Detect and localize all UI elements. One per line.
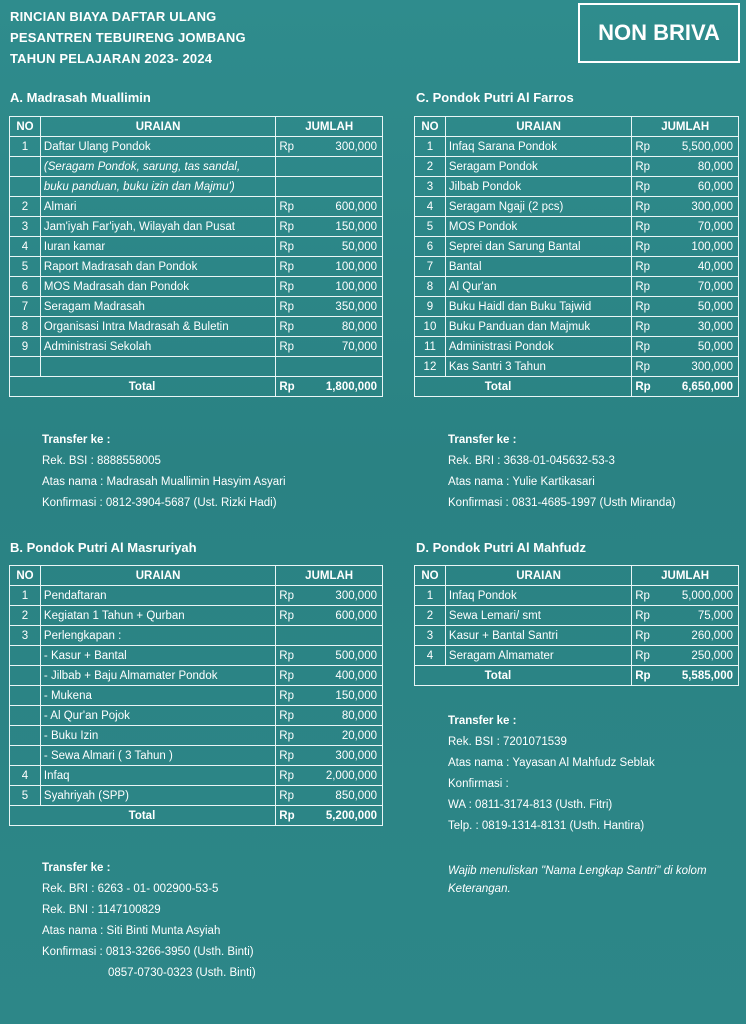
non-briva-badge: NON BRIVA xyxy=(578,3,740,63)
bni-account: Rek. BNI : 1147100829 xyxy=(42,904,161,916)
row-number: 4 xyxy=(415,197,446,217)
row-number: 7 xyxy=(415,257,446,277)
row-number: 4 xyxy=(10,237,41,257)
confirmation-label: Konfirmasi : xyxy=(448,778,509,790)
row-description: (Seragam Pondok, sarung, tas sandal, xyxy=(40,157,275,177)
table-row xyxy=(10,157,383,177)
row-number: 2 xyxy=(415,606,446,626)
row-amount: 30,000 xyxy=(668,317,739,337)
row-description xyxy=(40,357,275,377)
row-description: MOS Pondok xyxy=(445,217,631,237)
row-description: Seragam Ngaji (2 pcs) xyxy=(445,197,631,217)
row-amount: 70,000 xyxy=(668,217,739,237)
table-row xyxy=(415,357,739,377)
no-header: NO xyxy=(10,566,41,586)
section-b-rows xyxy=(10,586,383,826)
jumlah-header: JUMLAH xyxy=(632,117,739,137)
row-number: 1 xyxy=(415,137,446,157)
currency-label: Rp xyxy=(276,197,311,217)
table-row xyxy=(10,237,383,257)
row-amount: 600,000 xyxy=(311,606,383,626)
row-number: 5 xyxy=(10,257,41,277)
table-row xyxy=(10,626,383,646)
section-b-table xyxy=(9,565,383,826)
account-name: Atas nama : Yayasan Al Mahfudz Seblak xyxy=(448,757,655,769)
transfer-header: Transfer ke : xyxy=(42,862,111,874)
row-amount: 300,000 xyxy=(668,357,739,377)
table-row xyxy=(415,217,739,237)
row-description: Pendaftaran xyxy=(40,586,275,606)
row-number: 9 xyxy=(10,337,41,357)
currency-label: Rp xyxy=(276,277,311,297)
row-amount: 20,000 xyxy=(311,726,383,746)
row-description: Buku Panduan dan Majmuk xyxy=(445,317,631,337)
currency-label: Rp xyxy=(276,786,311,806)
table-row xyxy=(10,726,383,746)
total-row xyxy=(10,377,383,397)
row-amount: 500,000 xyxy=(311,646,383,666)
phone-contact: Telp. : 0819-1314-8131 (Usth. Hantira) xyxy=(448,820,645,832)
currency-label: Rp xyxy=(276,646,311,666)
table-row xyxy=(10,257,383,277)
row-number xyxy=(10,646,41,666)
row-description: Jilbab Pondok xyxy=(445,177,631,197)
row-number xyxy=(10,746,41,766)
table-row xyxy=(10,766,383,786)
currency-label: Rp xyxy=(632,646,668,666)
confirmation-contact: Konfirmasi : 0831-4685-1997 (Usth Miranda) xyxy=(448,497,676,509)
row-description: Seprei dan Sarung Bantal xyxy=(445,237,631,257)
total-row xyxy=(415,666,739,686)
row-description: - Kasur + Bantal xyxy=(40,646,275,666)
row-description: Infaq Pondok xyxy=(445,586,631,606)
currency-label: Rp xyxy=(276,297,311,317)
row-description: Kegiatan 1 Tahun + Qurban xyxy=(40,606,275,626)
currency-label: Rp xyxy=(276,766,311,786)
currency-label: Rp xyxy=(276,317,311,337)
table-row xyxy=(10,197,383,217)
row-number xyxy=(10,686,41,706)
row-amount: 100,000 xyxy=(311,257,383,277)
row-amount: 350,000 xyxy=(311,297,383,317)
table-row xyxy=(415,586,739,606)
row-amount: 150,000 xyxy=(311,686,383,706)
row-description: Seragam Almamater xyxy=(445,646,631,666)
row-amount: 50,000 xyxy=(668,337,739,357)
currency-label: Rp xyxy=(276,606,311,626)
row-number: 10 xyxy=(415,317,446,337)
section-d-rows xyxy=(415,586,739,686)
confirmation-contact: Konfirmasi : 0813-3266-3950 (Usth. Binti) xyxy=(42,946,254,958)
section-c-table xyxy=(414,116,739,397)
title-line-3: TAHUN PELAJARAN 2023- 2024 xyxy=(10,51,213,66)
row-description: Jam'iyah Far'iyah, Wilayah dan Pusat xyxy=(40,217,275,237)
total-amount: 1,800,000 xyxy=(311,377,383,397)
row-description: - Sewa Almari ( 3 Tahun ) xyxy=(40,746,275,766)
currency-label: Rp xyxy=(276,746,311,766)
row-amount: 5,000,000 xyxy=(668,586,739,606)
currency-label: Rp xyxy=(276,237,311,257)
table-row xyxy=(415,337,739,357)
row-amount: 400,000 xyxy=(311,666,383,686)
total-label: Total xyxy=(415,377,632,397)
row-amount: 80,000 xyxy=(311,317,383,337)
no-header: NO xyxy=(415,117,446,137)
currency-label: Rp xyxy=(632,277,668,297)
section-c-rows xyxy=(415,137,739,397)
row-number: 7 xyxy=(10,297,41,317)
row-description: Kasur + Bantal Santri xyxy=(445,626,631,646)
row-description: Raport Madrasah dan Pondok xyxy=(40,257,275,277)
section-d-transfer xyxy=(448,711,655,837)
confirmation-contact: Konfirmasi : 0812-3904-5687 (Ust. Rizki Hadi) xyxy=(42,497,277,509)
total-row xyxy=(10,806,383,826)
title-line-2: PESANTREN TEBUIRENG JOMBANG xyxy=(10,30,246,45)
row-number: 9 xyxy=(415,297,446,317)
row-description: Infaq Sarana Pondok xyxy=(445,137,631,157)
row-description: - Mukena xyxy=(40,686,275,706)
table-row xyxy=(415,177,739,197)
row-description: Iuran kamar xyxy=(40,237,275,257)
currency-label: Rp xyxy=(632,377,668,397)
table-row xyxy=(415,237,739,257)
row-description: - Buku Izin xyxy=(40,726,275,746)
currency-label: Rp xyxy=(276,337,311,357)
row-description: Bantal xyxy=(445,257,631,277)
table-row xyxy=(415,257,739,277)
table-row xyxy=(10,666,383,686)
row-number: 3 xyxy=(10,217,41,237)
transfer-header: Transfer ke : xyxy=(448,715,517,727)
row-description: Infaq xyxy=(40,766,275,786)
row-number: 1 xyxy=(415,586,446,606)
currency-label xyxy=(276,157,311,177)
currency-label: Rp xyxy=(632,257,668,277)
currency-label: Rp xyxy=(632,586,668,606)
table-row xyxy=(415,606,739,626)
uraian-header: URAIAN xyxy=(445,566,631,586)
account-name: Atas nama : Siti Binti Munta Asyiah xyxy=(42,925,221,937)
currency-label: Rp xyxy=(632,317,668,337)
total-amount: 5,585,000 xyxy=(668,666,739,686)
table-row xyxy=(10,137,383,157)
section-a-title: A. Madrasah Muallimin xyxy=(10,90,151,105)
row-description: MOS Madrasah dan Pondok xyxy=(40,277,275,297)
currency-label xyxy=(276,626,311,646)
total-amount: 5,200,000 xyxy=(311,806,383,826)
section-a-transfer xyxy=(42,430,286,514)
currency-label: Rp xyxy=(276,217,311,237)
account-name: Atas nama : Yulie Kartikasari xyxy=(448,476,595,488)
row-description: Sewa Lemari/ smt xyxy=(445,606,631,626)
currency-label: Rp xyxy=(632,237,668,257)
currency-label: Rp xyxy=(276,806,311,826)
currency-label: Rp xyxy=(276,377,311,397)
row-number: 12 xyxy=(415,357,446,377)
table-row xyxy=(10,646,383,666)
account-name: Atas nama : Madrasah Muallimin Hasyim Asyari xyxy=(42,476,286,488)
row-amount: 260,000 xyxy=(668,626,739,646)
row-description: buku panduan, buku izin dan Majmu') xyxy=(40,177,275,197)
currency-label xyxy=(276,357,311,377)
jumlah-header: JUMLAH xyxy=(276,117,383,137)
row-description: Administrasi Pondok xyxy=(445,337,631,357)
table-row xyxy=(10,586,383,606)
uraian-header: URAIAN xyxy=(445,117,631,137)
row-number: 2 xyxy=(10,197,41,217)
section-c-transfer xyxy=(448,430,676,514)
row-number: 1 xyxy=(10,586,41,606)
bank-account: Rek. BSI : 7201071539 xyxy=(448,736,567,748)
whatsapp-contact: WA : 0811-3174-813 (Usth. Fitri) xyxy=(448,799,613,811)
row-number: 4 xyxy=(10,766,41,786)
uraian-header: URAIAN xyxy=(40,117,275,137)
table-row xyxy=(10,177,383,197)
row-amount: 300,000 xyxy=(311,137,383,157)
currency-label: Rp xyxy=(632,337,668,357)
total-row xyxy=(415,377,739,397)
row-number: 1 xyxy=(10,137,41,157)
section-a-table xyxy=(9,116,383,397)
row-description: Syahriyah (SPP) xyxy=(40,786,275,806)
currency-label: Rp xyxy=(276,137,311,157)
section-c-title: C. Pondok Putri Al Farros xyxy=(416,90,574,105)
currency-label: Rp xyxy=(632,217,668,237)
row-description: Al Qur'an xyxy=(445,277,631,297)
document-title xyxy=(10,6,246,69)
confirmation-contact-2: 0857-0730-0323 (Usth. Binti) xyxy=(108,967,256,979)
row-amount: 80,000 xyxy=(311,706,383,726)
table-row xyxy=(415,297,739,317)
total-label: Total xyxy=(10,806,276,826)
table-row xyxy=(10,746,383,766)
section-a-rows xyxy=(10,137,383,397)
title-line-1: RINCIAN BIAYA DAFTAR ULANG xyxy=(10,9,217,24)
row-description: Daftar Ulang Pondok xyxy=(40,137,275,157)
row-amount: 5,500,000 xyxy=(668,137,739,157)
row-number: 6 xyxy=(10,277,41,297)
row-amount: 150,000 xyxy=(311,217,383,237)
row-amount: 75,000 xyxy=(668,606,739,626)
table-row xyxy=(10,686,383,706)
table-row xyxy=(10,277,383,297)
row-number: 5 xyxy=(415,217,446,237)
no-header: NO xyxy=(415,566,446,586)
currency-label: Rp xyxy=(632,666,668,686)
row-number: 2 xyxy=(415,157,446,177)
row-amount: 2,000,000 xyxy=(311,766,383,786)
row-number: 3 xyxy=(415,177,446,197)
jumlah-header: JUMLAH xyxy=(632,566,739,586)
row-amount: 100,000 xyxy=(311,277,383,297)
keterangan-note: Wajib menuliskan "Nama Lengkap Santri" di kolom Keterangan. xyxy=(448,865,707,895)
currency-label: Rp xyxy=(632,297,668,317)
table-row xyxy=(415,626,739,646)
row-number: 4 xyxy=(415,646,446,666)
row-number xyxy=(10,726,41,746)
row-description: - Jilbab + Baju Almamater Pondok xyxy=(40,666,275,686)
row-description: Seragam Pondok xyxy=(445,157,631,177)
section-b-transfer xyxy=(42,858,256,984)
row-amount: 300,000 xyxy=(311,746,383,766)
currency-label: Rp xyxy=(276,686,311,706)
row-description: Kas Santri 3 Tahun xyxy=(445,357,631,377)
row-amount: 50,000 xyxy=(668,297,739,317)
row-number xyxy=(10,177,41,197)
bank-account: Rek. BSI : 8888558005 xyxy=(42,455,161,467)
table-row xyxy=(415,197,739,217)
section-d-table xyxy=(414,565,739,686)
table-row xyxy=(415,646,739,666)
row-number: 6 xyxy=(415,237,446,257)
row-number: 8 xyxy=(415,277,446,297)
currency-label: Rp xyxy=(276,726,311,746)
table-row xyxy=(10,317,383,337)
total-label: Total xyxy=(10,377,276,397)
row-amount: 850,000 xyxy=(311,786,383,806)
row-number: 8 xyxy=(10,317,41,337)
row-amount: 600,000 xyxy=(311,197,383,217)
row-amount: 40,000 xyxy=(668,257,739,277)
row-number xyxy=(10,157,41,177)
uraian-header: URAIAN xyxy=(40,566,275,586)
currency-label: Rp xyxy=(276,666,311,686)
currency-label: Rp xyxy=(632,157,668,177)
row-amount: 70,000 xyxy=(311,337,383,357)
row-amount xyxy=(311,177,383,197)
table-row xyxy=(10,706,383,726)
row-number: 5 xyxy=(10,786,41,806)
row-number: 2 xyxy=(10,606,41,626)
table-row xyxy=(10,357,383,377)
table-row xyxy=(415,277,739,297)
total-amount: 6,650,000 xyxy=(668,377,739,397)
currency-label: Rp xyxy=(276,586,311,606)
row-amount: 50,000 xyxy=(311,237,383,257)
section-b-title: B. Pondok Putri Al Masruriyah xyxy=(10,540,197,555)
row-amount xyxy=(311,357,383,377)
currency-label: Rp xyxy=(276,257,311,277)
currency-label: Rp xyxy=(632,626,668,646)
row-amount: 250,000 xyxy=(668,646,739,666)
row-amount: 80,000 xyxy=(668,157,739,177)
row-number xyxy=(10,357,41,377)
row-number: 3 xyxy=(10,626,41,646)
row-amount: 100,000 xyxy=(668,237,739,257)
row-description: Organisasi Intra Madrasah & Buletin xyxy=(40,317,275,337)
row-amount xyxy=(311,157,383,177)
currency-label xyxy=(276,177,311,197)
transfer-header: Transfer ke : xyxy=(42,434,111,446)
no-header: NO xyxy=(10,117,41,137)
total-label: Total xyxy=(415,666,632,686)
row-description: Perlengkapan : xyxy=(40,626,275,646)
table-row xyxy=(415,137,739,157)
row-amount xyxy=(311,626,383,646)
table-row xyxy=(10,606,383,626)
row-description: Almari xyxy=(40,197,275,217)
table-row xyxy=(10,786,383,806)
row-description: Buku Haidl dan Buku Tajwid xyxy=(445,297,631,317)
row-description: Seragam Madrasah xyxy=(40,297,275,317)
table-row xyxy=(10,337,383,357)
transfer-header: Transfer ke : xyxy=(448,434,517,446)
currency-label: Rp xyxy=(276,706,311,726)
currency-label: Rp xyxy=(632,137,668,157)
jumlah-header: JUMLAH xyxy=(276,566,383,586)
row-number: 11 xyxy=(415,337,446,357)
table-row xyxy=(415,317,739,337)
row-description: - Al Qur'an Pojok xyxy=(40,706,275,726)
table-row xyxy=(10,217,383,237)
table-row xyxy=(10,297,383,317)
currency-label: Rp xyxy=(632,357,668,377)
row-number xyxy=(10,706,41,726)
bank-account: Rek. BRI : 3638-01-045632-53-3 xyxy=(448,455,615,467)
currency-label: Rp xyxy=(632,606,668,626)
row-amount: 300,000 xyxy=(311,586,383,606)
currency-label: Rp xyxy=(632,177,668,197)
table-row xyxy=(415,157,739,177)
section-d-title: D. Pondok Putri Al Mahfudz xyxy=(416,540,586,555)
row-amount: 70,000 xyxy=(668,277,739,297)
row-amount: 60,000 xyxy=(668,177,739,197)
bri-account: Rek. BRI : 6263 - 01- 002900-53-5 xyxy=(42,883,219,895)
row-number xyxy=(10,666,41,686)
row-amount: 300,000 xyxy=(668,197,739,217)
row-number: 3 xyxy=(415,626,446,646)
currency-label: Rp xyxy=(632,197,668,217)
row-description: Administrasi Sekolah xyxy=(40,337,275,357)
